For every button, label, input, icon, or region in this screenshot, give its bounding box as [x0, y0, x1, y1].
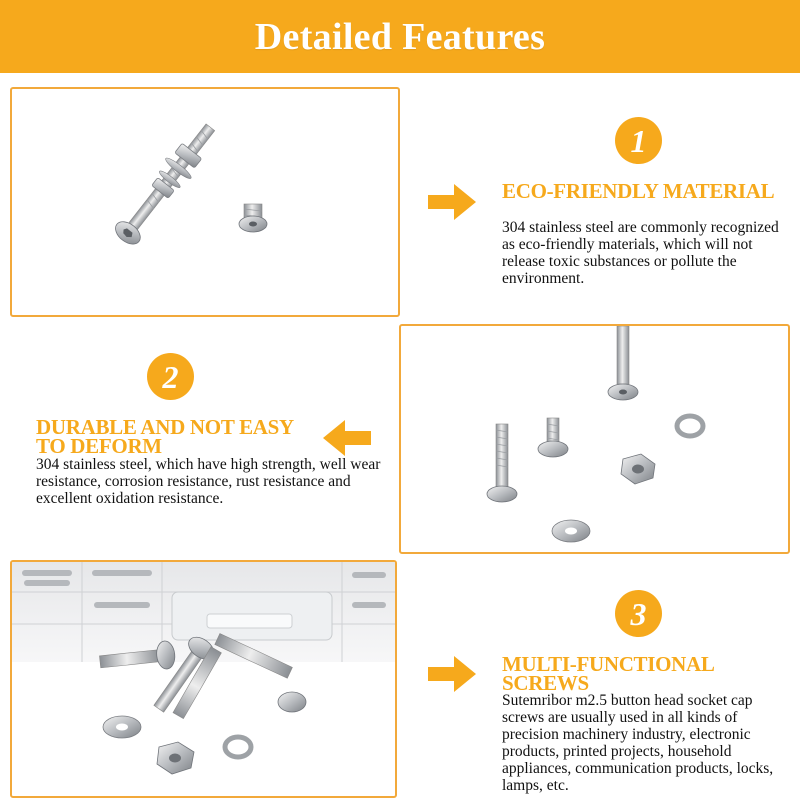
feature-number-badge-1: [615, 117, 662, 164]
feature-title-eco-friendly: ECO-FRIENDLY MATERIAL: [502, 179, 775, 203]
feature-title-durable: DURABLE AND NOT EASY TO DEFORM: [36, 415, 294, 458]
feature-number-badge-2: [147, 353, 194, 400]
arrow-left-icon: [323, 420, 371, 456]
product-photo-screw-parts: [399, 324, 790, 554]
feature-description-multi-functional: Sutemribor m2.5 button head socket cap screws are usually used in all kinds of precision machinery industry, electronic products, printed projects, household appliances, communication products, locks, lamps, etc.: [502, 692, 774, 794]
feature-title-multi-functional: MULTI-FUNCTIONAL SCREWS: [502, 652, 714, 695]
header-banner: [0, 0, 800, 73]
page-title: Detailed Features: [254, 15, 546, 58]
feature-description-durable: 304 stainless steel, which have high strength, well wear resistance, corrosion resistance, rust resistance and excellent oxidation resistance.: [36, 456, 381, 507]
product-photo-screw-assembly: [10, 87, 400, 317]
feature-description-eco-friendly: 304 stainless steel are commonly recognized as eco-friendly materials, which will not release toxic substances or pollute the environment.: [502, 219, 779, 287]
feature-number-2: 2: [162, 358, 179, 395]
product-photo-storage-box: [10, 560, 397, 798]
screw-assembly-illustration: [12, 89, 398, 315]
arrow-right-icon: [428, 656, 476, 692]
arrow-right-icon: [428, 184, 476, 220]
feature-number-badge-3: [615, 590, 662, 637]
feature-number-1: 1: [630, 122, 647, 159]
storage-box-illustration: [12, 562, 395, 796]
screw-parts-illustration: [401, 326, 788, 552]
feature-number-3: 3: [630, 595, 647, 632]
